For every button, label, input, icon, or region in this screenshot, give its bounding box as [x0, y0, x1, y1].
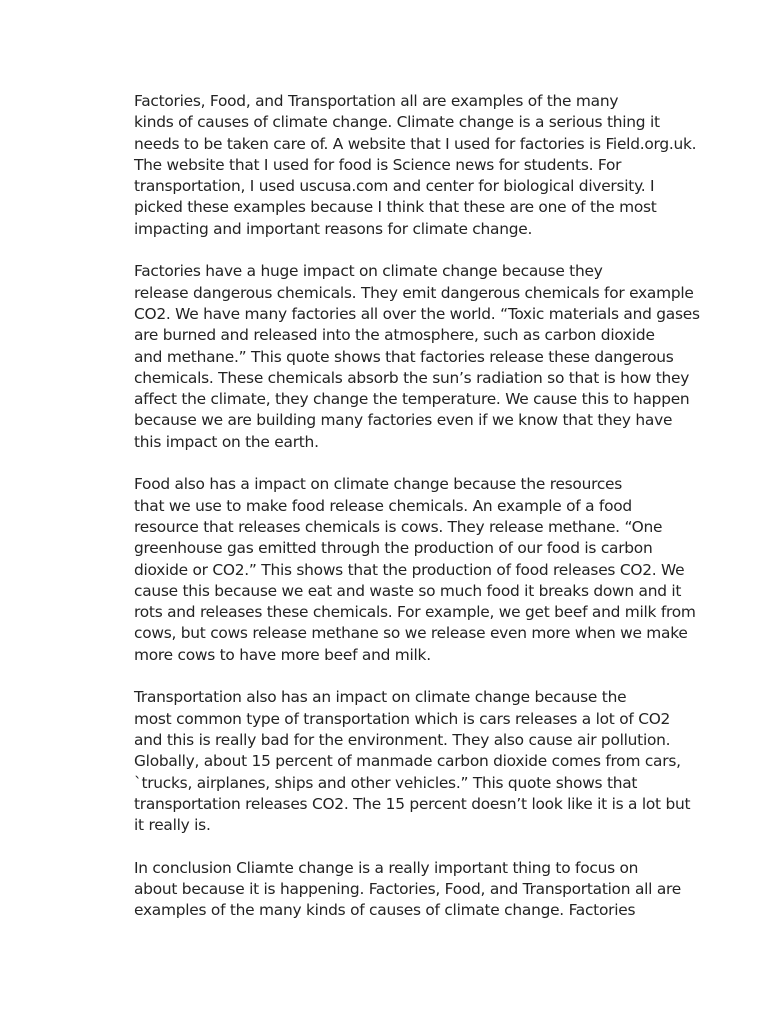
text-line: `trucks, airplanes, ships and other vehicles.” This quote shows that	[134, 773, 638, 792]
text-line: examples of the many kinds of causes of climate change. Factories	[134, 901, 636, 920]
paragraph-conclusion	[90, 858, 690, 922]
text-line: most common type of transportation which is cars releases a lot of CO2	[134, 709, 671, 728]
text-line: CO2. We have many factories all over the world. “Toxic materials and gases	[134, 304, 700, 323]
essay-body	[90, 91, 700, 922]
text-line: it really is.	[134, 816, 211, 835]
text-line: impacting and important reasons for climate change.	[134, 219, 533, 238]
text-line: about because it is happening. Factories, Food, and Transportation all are	[134, 879, 681, 898]
text-line: release dangerous chemicals. They emit dangerous chemicals for example	[134, 283, 694, 302]
text-line: this impact on the earth.	[134, 432, 319, 451]
text-line: chemicals. These chemicals absorb the sun’s radiation so that is how they	[134, 368, 690, 387]
text-line: transportation, I used uscusa.com and center for biological diversity. I	[134, 177, 655, 196]
text-line: Factories, Food, and Transportation all are examples of the many	[134, 92, 619, 110]
text-line: cause this because we eat and waste so much food it breaks down and it	[134, 581, 682, 600]
text-line: needs to be taken care of. A website that I used for factories is Field.org.uk.	[134, 134, 697, 153]
text-line: dioxide or CO2.” This shows that the production of food releases CO2. We	[134, 560, 685, 579]
text-line: Transportation also has an impact on climate change because the	[134, 688, 627, 707]
paragraph-intro	[90, 91, 697, 240]
text-line: affect the climate, they change the temperature. We cause this to happen	[134, 390, 690, 409]
text-line: greenhouse gas emitted through the production of our food is carbon	[134, 539, 653, 558]
text-line: and this is really bad for the environment. They also cause air pollution.	[134, 730, 671, 749]
text-line: The website that I used for food is Science news for students. For	[134, 155, 622, 174]
text-line: Factories have a huge impact on climate change because they	[134, 262, 603, 281]
text-line: picked these examples because I think that these are one of the most	[134, 198, 657, 217]
text-line: resource that releases chemicals is cows. They release methane. “One	[134, 517, 663, 536]
text-line: Globally, about 15 percent of manmade carbon dioxide comes from cars,	[134, 752, 681, 771]
text-line: more cows to have more beef and milk.	[134, 645, 431, 664]
paragraph-transportation	[90, 687, 690, 836]
paragraph-factories	[90, 261, 700, 453]
text-line: In conclusion Cliamte change is a really important thing to focus on	[134, 858, 639, 877]
text-line: transportation releases CO2. The 15 percent doesn’t look like it is a lot but	[134, 794, 691, 813]
text-line: rots and releases these chemicals. For example, we get beef and milk from	[134, 603, 696, 622]
text-line: are burned and released into the atmosphere, such as carbon dioxide	[134, 326, 655, 345]
text-line: Food also has a impact on climate change because the resources	[134, 475, 623, 494]
text-line: and methane.” This quote shows that factories release these dangerous	[134, 347, 674, 366]
text-line: cows, but cows release methane so we release even more when we make	[134, 624, 688, 643]
text-line: kinds of causes of climate change. Climate change is a serious thing it	[134, 113, 660, 132]
text-line: because we are building many factories even if we know that they have	[134, 411, 673, 430]
paragraph-food	[90, 474, 696, 666]
text-line: that we use to make food release chemicals. An example of a food	[134, 496, 632, 515]
